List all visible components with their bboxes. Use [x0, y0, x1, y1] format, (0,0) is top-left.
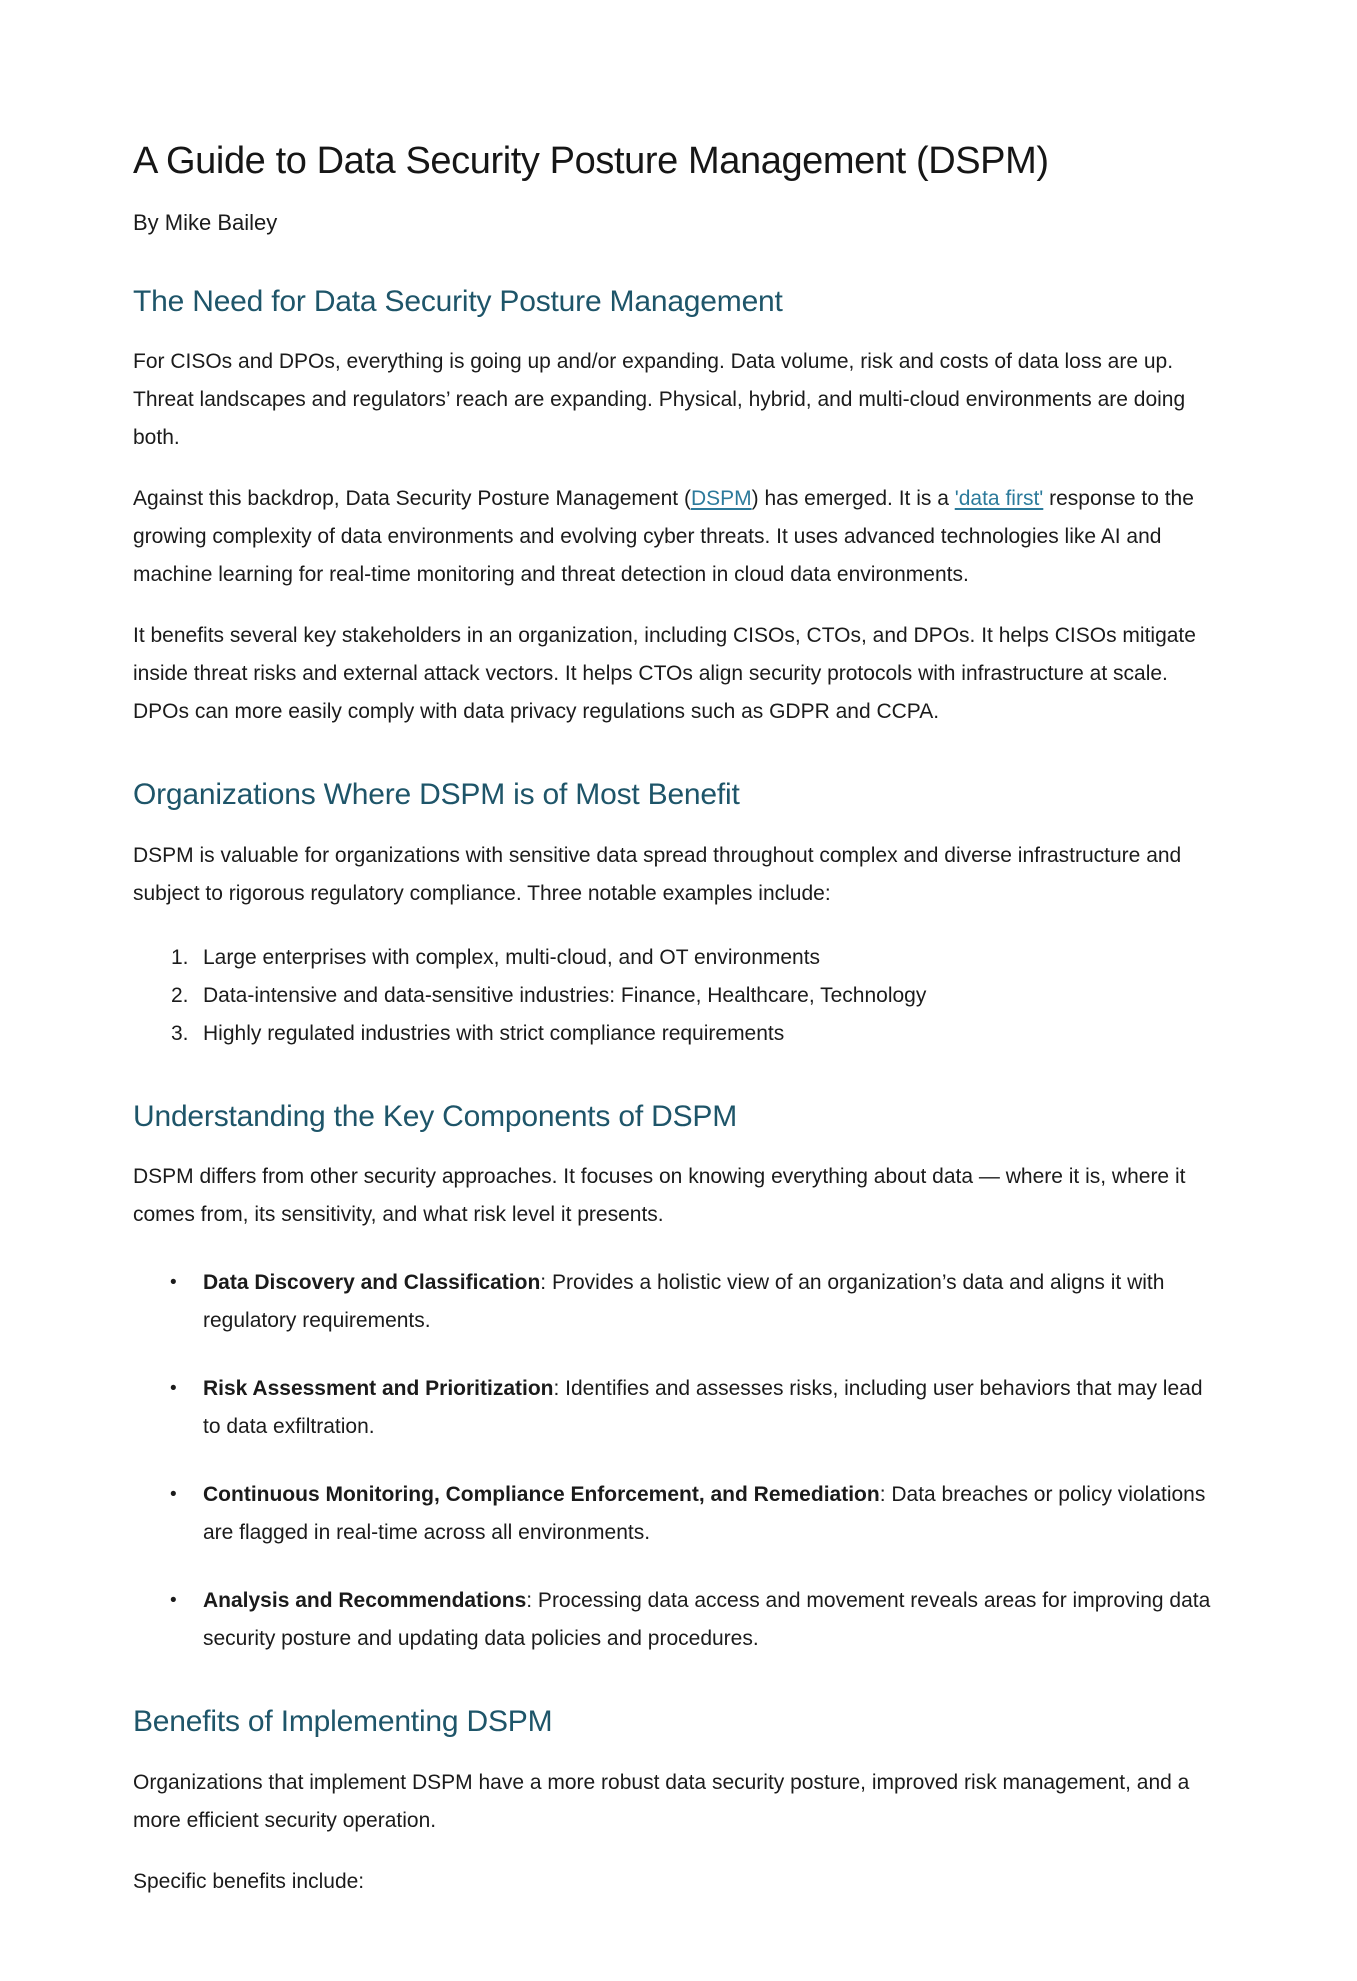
data-first-link[interactable]: 'data first' — [954, 487, 1044, 511]
section-heading-need: The Need for Data Security Posture Management — [133, 284, 783, 318]
bullet-description: : Identifies and assesses risks, including user behaviors that may lead to data exfiltration. — [203, 1377, 1203, 1439]
text-run: response to the growing complexity of data environments and evolving cyber threats. It uses advanced technologies like AI and machine learning for real-time monitoring and threat detection in cloud data environments. — [133, 487, 1194, 587]
list-item-text: Data-intensive and data-sensitive industries: Finance, Healthcare, Technology — [203, 983, 927, 1007]
list-item — [133, 1582, 1223, 1658]
ordered-list — [133, 939, 1223, 1053]
bullet-description: : Data breaches or policy violations are flagged in real-time across all environments. — [203, 1483, 1206, 1545]
paragraph-benefits-2: Specific benefits include: — [133, 1869, 365, 1893]
bullet-term: Analysis and Recommendations — [203, 1589, 527, 1613]
list-item — [133, 977, 1223, 1015]
bullet-term: Continuous Monitoring, Compliance Enforcement, and Remediation — [203, 1483, 880, 1507]
list-item-text — [203, 1582, 1223, 1658]
list-item — [133, 1476, 1223, 1552]
paragraph-need-2 — [133, 480, 1223, 594]
bullet-icon: • — [170, 1484, 177, 1506]
list-number: 2. — [171, 983, 189, 1007]
list-number: 3. — [171, 1021, 189, 1045]
list-item-text: Highly regulated industries with strict compliance requirements — [203, 1021, 785, 1045]
list-item-text — [203, 1370, 1223, 1446]
paragraph-need-1: For CISOs and DPOs, everything is going up and/or expanding. Data volume, risk and costs of data loss are up. Threat landscapes and regulators’ reach are expanding. Physical, hybrid, and multi-cloud environments are doing both. — [133, 350, 1186, 450]
bullet-icon: • — [170, 1272, 177, 1294]
list-item — [133, 1370, 1223, 1446]
byline: By Mike Bailey — [133, 210, 278, 236]
paragraph-need-3: It benefits several key stakeholders in an organization, including CISOs, CTOs, and DPOs. It helps CISOs mitigate inside threat risks and external attack vectors. It helps CTOs align security protocols with infrastructure at scale. DPOs can more easily comply with data privacy regulations such as GDPR and CCPA. — [133, 624, 1196, 724]
bullet-icon: • — [170, 1590, 177, 1612]
dspm-link[interactable]: DSPM — [690, 487, 752, 511]
bullet-description: : Processing data access and movement reveals areas for improving data security posture and updating data policies and procedures. — [203, 1589, 1211, 1651]
list-item — [133, 1015, 1223, 1053]
bullet-term: Data Discovery and Classification — [203, 1271, 541, 1295]
section-heading-components: Understanding the Key Components of DSPM — [133, 1099, 737, 1133]
bullet-term: Risk Assessment and Prioritization — [203, 1377, 554, 1401]
list-item-text — [203, 1476, 1223, 1552]
paragraph-benefits-1: Organizations that implement DSPM have a more robust data security posture, improved risk management, and a more efficient security operation. — [133, 1770, 1190, 1832]
list-item — [133, 939, 1223, 977]
bullet-list — [133, 1264, 1223, 1658]
section-heading-benefits: Benefits of Implementing DSPM — [133, 1705, 553, 1739]
text-run: Against this backdrop, Data Security Posture Management ( — [133, 487, 691, 511]
page-title: A Guide to Data Security Posture Management (DSPM) — [133, 140, 1049, 182]
list-item-text — [203, 1264, 1223, 1340]
bullet-icon: • — [170, 1378, 177, 1400]
list-item — [133, 1264, 1223, 1340]
text-run: ) has emerged. It is a — [751, 487, 955, 511]
list-item-text: Large enterprises with complex, multi-cloud, and OT environments — [203, 945, 821, 969]
paragraph-where-1: DSPM is valuable for organizations with sensitive data spread throughout complex and diverse infrastructure and subject to rigorous regulatory compliance. Three notable examples include: — [133, 843, 1182, 905]
section-heading-where: Organizations Where DSPM is of Most Benefit — [133, 778, 740, 812]
bullet-description: : Provides a holistic view of an organization’s data and aligns it with regulatory requirements. — [203, 1271, 1165, 1333]
list-number: 1. — [171, 945, 189, 969]
paragraph-components-1: DSPM differs from other security approaches. It focuses on knowing everything about data — where it is, where it comes from, its sensitivity, and what risk level it presents. — [133, 1165, 1186, 1227]
